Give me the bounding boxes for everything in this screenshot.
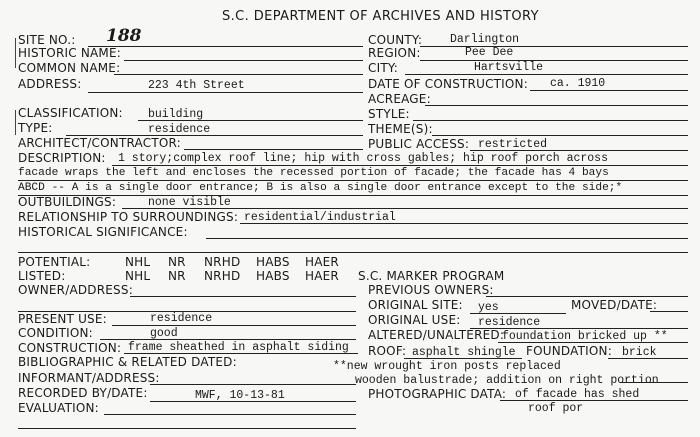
- description-underline-1: [112, 165, 688, 166]
- common-name-line: [114, 74, 363, 75]
- listed-habs: HABS: [256, 269, 290, 283]
- left-margin-mark: [15, 38, 16, 68]
- city-value: Hartsville: [474, 61, 544, 74]
- listed-haer: HAER: [305, 269, 339, 283]
- roof-label: ROOF:: [368, 344, 407, 358]
- moved-date-line: [650, 311, 688, 312]
- architect-label: ARCHITECT/CONTRACTOR:: [18, 136, 181, 150]
- listed-label: LISTED:: [18, 269, 66, 283]
- themes-line: [432, 135, 688, 136]
- date-of-construction-line: [530, 90, 688, 91]
- construction-line: [124, 353, 358, 354]
- roof-value: asphalt shingle: [412, 346, 516, 359]
- site-no-line: [88, 46, 363, 47]
- type-label: TYPE:: [18, 121, 53, 135]
- previous-owners-label: PREVIOUS OWNERS:: [368, 283, 494, 297]
- significance-line: [206, 238, 688, 239]
- description-line-1: 1 story;complex roof line; hip with cross gables; hip roof porch across: [118, 152, 608, 165]
- condition-line: [100, 339, 356, 340]
- significance-label: HISTORICAL SIGNIFICANCE:: [18, 225, 188, 239]
- informant-line: [150, 384, 356, 385]
- note-strike: [620, 382, 688, 383]
- surroundings-value: residential/industrial: [244, 211, 396, 224]
- county-line: [420, 46, 688, 47]
- city-label: CITY:: [368, 61, 399, 75]
- photographic-data-line: [500, 400, 688, 401]
- condition-label: CONDITION:: [18, 326, 93, 340]
- date-of-construction-value: ca. 1910: [550, 77, 606, 90]
- note-line-3: of facade has shed: [515, 388, 640, 401]
- surroundings-label: RELATIONSHIP TO SURROUNDINGS:: [18, 210, 239, 224]
- classification-label: CLASSIFICATION:: [18, 106, 123, 120]
- region-label: REGION:: [368, 46, 421, 60]
- bibliographic-label: BIBLIOGRAPHIC & RELATED DATED:: [18, 355, 237, 369]
- potential-nhl: NHL: [125, 255, 151, 269]
- description-line-3: ABCD -- A is a single door entrance; B is also a single door entrance except to the side;*: [18, 182, 623, 194]
- original-site-line: [470, 313, 566, 314]
- original-use-value: residence: [478, 316, 541, 329]
- potential-nr: NR: [168, 255, 186, 269]
- classification-line: [138, 120, 363, 121]
- public-access-value: restricted: [478, 138, 548, 151]
- foundation-value: brick: [622, 346, 657, 359]
- region-value: Pee Dee: [465, 46, 514, 59]
- present-use-line: [112, 325, 356, 326]
- description-underline-3: [18, 195, 688, 196]
- form-title: S.C. DEPARTMENT OF ARCHIVES AND HISTORY: [222, 9, 539, 24]
- altered-value: foundation bricked up **: [502, 330, 668, 343]
- style-label: STYLE:: [368, 107, 410, 121]
- informant-label: INFORMANT/ADDRESS:: [18, 371, 160, 385]
- address-value: 223 4th Street: [148, 79, 245, 92]
- owner-address-line: [130, 296, 356, 297]
- public-access-line: [470, 150, 688, 151]
- condition-value: good: [150, 327, 178, 340]
- site-no-value: 188: [106, 26, 142, 46]
- note-line-4: roof por: [528, 402, 584, 415]
- significance-line-2: [18, 252, 688, 253]
- note-line-1: **new wrought iron posts replaced: [333, 360, 561, 373]
- type-value: residence: [148, 123, 211, 136]
- surroundings-line: [240, 223, 688, 224]
- potential-haer: HAER: [305, 255, 339, 269]
- listed-nhl: NHL: [125, 269, 151, 283]
- evaluation-line: [104, 414, 356, 415]
- owner-address-label: OWNER/ADDRESS:: [18, 283, 133, 297]
- potential-habs: HABS: [256, 255, 290, 269]
- architect-line: [184, 149, 363, 150]
- present-use-value: residence: [150, 312, 213, 325]
- style-line: [413, 120, 688, 121]
- description-label: DESCRIPTION:: [18, 151, 106, 165]
- county-label: COUNTY:: [368, 33, 423, 47]
- moved-date-label: MOVED/DATE:: [571, 298, 658, 312]
- roof-line: [404, 358, 522, 359]
- region-line: [420, 60, 688, 61]
- acreage-label: ACREAGE:: [368, 92, 431, 106]
- description-line-2: facade wraps the left and encloses the recessed portion of facade; the facade has 4 bays: [18, 167, 609, 179]
- altered-line: [498, 342, 688, 343]
- original-use-label: ORIGINAL USE:: [368, 313, 461, 327]
- historic-name-label: HISTORIC NAME:: [18, 46, 121, 60]
- outbuildings-value: none visible: [148, 196, 231, 209]
- evaluation-label: EVALUATION:: [18, 401, 99, 415]
- left-margin-mark: [15, 110, 16, 135]
- original-site-value: yes: [478, 301, 499, 314]
- potential-label: POTENTIAL:: [18, 255, 91, 269]
- recorded-by-line: [150, 401, 356, 402]
- common-name-label: COMMON NAME:: [18, 61, 121, 75]
- foundation-label: FOUNDATION:: [526, 344, 612, 358]
- note-line-2: wooden balustrade; addition on right portion: [355, 374, 659, 387]
- classification-value: building: [148, 108, 204, 121]
- evaluation-line-2: [18, 428, 356, 429]
- acreage-line: [425, 105, 688, 106]
- potential-nrhd: NRHD: [204, 255, 241, 269]
- address-line: [88, 92, 363, 93]
- date-of-construction-label: DATE OF CONSTRUCTION:: [368, 77, 528, 91]
- listed-nr: NR: [168, 269, 186, 283]
- altered-label: ALTERED/UNALTERED:: [368, 328, 505, 342]
- outbuildings-label: OUTBUILDINGS:: [18, 195, 117, 209]
- original-site-label: ORIGINAL SITE:: [368, 298, 463, 312]
- present-use-label: PRESENT USE:: [18, 312, 107, 326]
- recorded-by-label: RECORDED BY/DATE:: [18, 386, 148, 400]
- county-value: Darlington: [450, 33, 520, 46]
- photographic-data-label: PHOTOGRAPHIC DATA:: [368, 387, 507, 401]
- construction-value: frame sheathed in asphalt siding: [128, 341, 349, 354]
- description-underline-2: [18, 180, 688, 181]
- marker-program-label: S.C. MARKER PROGRAM: [358, 269, 505, 283]
- historic-name-line: [124, 60, 363, 61]
- previous-owners-line: [486, 296, 688, 297]
- public-access-label: PUBLIC ACCESS:: [368, 137, 470, 151]
- recorded-by-value: MWF, 10-13-81: [195, 389, 285, 402]
- listed-nrhd: NRHD: [204, 269, 241, 283]
- city-line: [405, 74, 688, 75]
- construction-label: CONSTRUCTION:: [18, 341, 122, 355]
- outbuildings-line: [122, 208, 688, 209]
- foundation-line: [608, 358, 688, 359]
- address-label: ADDRESS:: [18, 77, 82, 91]
- themes-label: THEME(S):: [368, 122, 433, 136]
- site-no-label: SITE NO.:: [18, 33, 76, 47]
